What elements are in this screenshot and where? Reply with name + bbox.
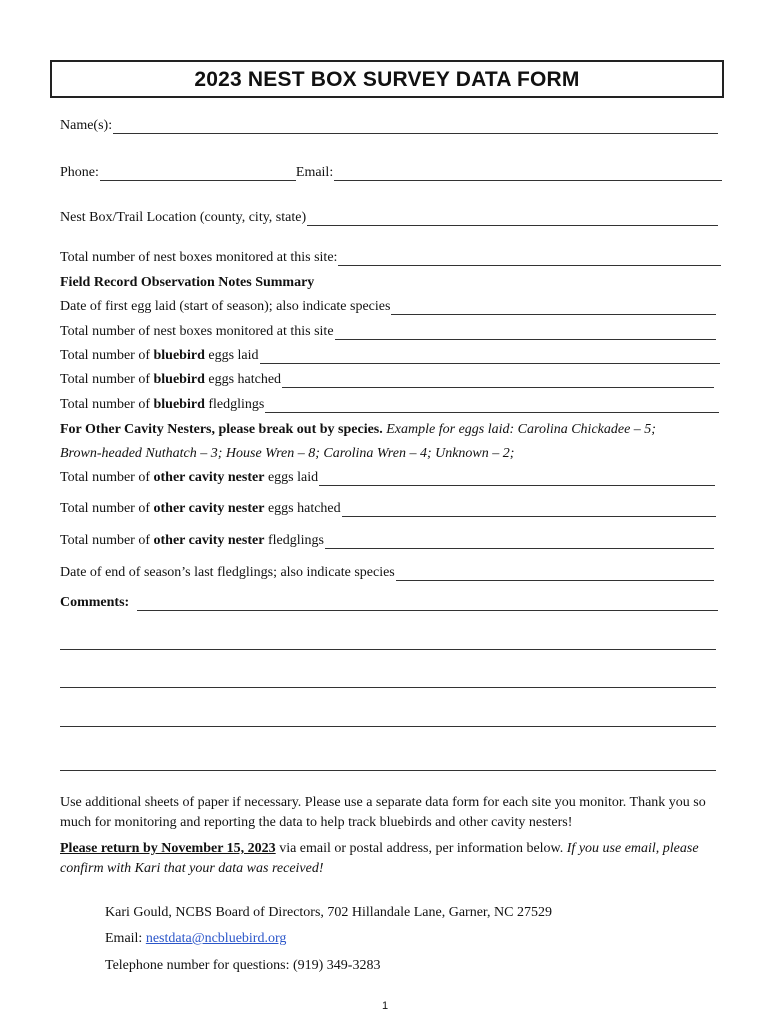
names-field-row — [60, 118, 718, 134]
names-blank[interactable] — [113, 121, 718, 134]
title-box — [50, 60, 724, 98]
comments-blank-5[interactable] — [60, 770, 716, 771]
contact-email-link[interactable]: nestdata@ncbluebird.org — [145, 931, 287, 946]
return-text: via email or postal address, per information below. — [275, 841, 567, 856]
phone-email-row — [60, 165, 722, 181]
bluebird-eggs-laid-blank[interactable] — [260, 351, 720, 364]
comments-blank-4[interactable] — [60, 726, 716, 727]
bluebird-fledglings-bird: bluebird — [153, 397, 205, 412]
bluebird-eggs-laid-bird: bluebird — [153, 348, 205, 363]
bluebird-eggs-laid-suffix: eggs laid — [208, 348, 259, 363]
first-egg-label: Date of first egg laid (start of season); also indicate species — [60, 299, 391, 314]
comments-label: Comments: — [60, 595, 130, 610]
end-of-season-label: Date of end of season’s last fledglings; also indicate species — [60, 565, 395, 580]
bluebird-eggs-hatched-blank[interactable] — [282, 375, 714, 388]
other-eggs-laid-row — [60, 470, 715, 486]
other-eggs-hatched-suffix: eggs hatched — [267, 501, 341, 516]
first-egg-row — [60, 299, 716, 315]
comments-blank-3[interactable] — [60, 687, 716, 688]
names-label: Name(s): — [60, 118, 113, 133]
bluebird-eggs-laid-prefix: Total number of — [60, 348, 150, 363]
other-nesters-example-1: Example for eggs laid: Carolina Chickadee – 5; — [386, 422, 656, 437]
bluebird-eggs-hatched-row — [60, 372, 714, 388]
email-label: Email: — [295, 165, 334, 180]
other-fledglings-suffix: fledglings — [267, 533, 324, 548]
location-label: Nest Box/Trail Location (county, city, state) — [60, 210, 307, 225]
return-italic: If you use email, please confirm with Kari that your data was received! — [60, 841, 699, 876]
other-nesters-heading-line — [60, 422, 656, 438]
end-of-season-row — [60, 565, 714, 581]
total-boxes-label: Total number of nest boxes monitored at this site — [60, 324, 334, 339]
total-boxes-site-blank[interactable] — [338, 253, 721, 266]
phone-label: Phone: — [60, 165, 99, 180]
bluebird-eggs-hatched-prefix: Total number of — [60, 372, 150, 387]
contact-email-label: Email: — [105, 931, 146, 946]
first-egg-blank[interactable] — [391, 302, 716, 315]
bluebird-eggs-laid-row — [60, 348, 720, 364]
other-fledglings-blank[interactable] — [325, 536, 714, 549]
other-eggs-laid-blank[interactable] — [319, 473, 715, 486]
other-fledglings-prefix: Total number of — [60, 533, 150, 548]
other-eggs-laid-bird: other cavity nester — [153, 470, 265, 485]
comments-blank-1[interactable] — [137, 598, 718, 611]
contact-phone: Telephone number for questions: (919) 349-3283 — [105, 958, 381, 973]
bluebird-fledglings-prefix: Total number of — [60, 397, 150, 412]
other-fledglings-bird: other cavity nester — [153, 533, 265, 548]
email-blank[interactable] — [334, 168, 722, 181]
bluebird-fledglings-blank[interactable] — [265, 400, 719, 413]
instructions-paragraph: Use additional sheets of paper if necessary. Please use a separate data form for each site you monitor. Thank you so much for monitoring and reporting the data to help track bluebirds and other cavity nesters! — [60, 795, 706, 830]
end-of-season-blank[interactable] — [396, 568, 714, 581]
page-number: 1 — [381, 1000, 389, 1012]
bluebird-eggs-hatched-bird: bluebird — [153, 372, 205, 387]
other-eggs-hatched-row — [60, 501, 716, 517]
total-boxes-blank[interactable] — [335, 327, 716, 340]
total-boxes-row — [60, 324, 716, 340]
other-eggs-hatched-prefix: Total number of — [60, 501, 150, 516]
return-paragraph — [60, 839, 720, 879]
total-boxes-site-label: Total number of nest boxes monitored at this site: — [60, 250, 338, 265]
other-nesters-heading: For Other Cavity Nesters, please break out by species. — [60, 422, 383, 437]
phone-blank[interactable] — [100, 168, 296, 181]
comments-row — [60, 595, 718, 611]
other-eggs-hatched-blank[interactable] — [342, 504, 716, 517]
location-field-row — [60, 210, 718, 226]
other-eggs-laid-suffix: eggs laid — [267, 470, 319, 485]
return-deadline: Please return by November 15, 2023 — [60, 841, 276, 856]
comments-blank-2[interactable] — [60, 649, 716, 650]
location-blank[interactable] — [307, 213, 718, 226]
contact-address: Kari Gould, NCBS Board of Directors, 702 Hillandale Lane, Garner, NC 27529 — [105, 905, 552, 920]
other-eggs-laid-prefix: Total number of — [60, 470, 150, 485]
summary-heading: Field Record Observation Notes Summary — [60, 275, 315, 290]
other-fledglings-row — [60, 533, 714, 549]
bluebird-eggs-hatched-suffix: eggs hatched — [208, 372, 282, 387]
contact-email-line — [105, 931, 286, 947]
bluebird-fledglings-suffix: fledglings — [208, 397, 265, 412]
other-nesters-example-2: Brown-headed Nuthatch – 3; House Wren – 8; Carolina Wren – 4; Unknown – 2; — [60, 446, 515, 461]
bluebird-fledglings-row — [60, 397, 719, 413]
other-eggs-hatched-bird: other cavity nester — [153, 501, 265, 516]
form-title: 2023 NEST BOX SURVEY DATA FORM — [194, 68, 580, 91]
total-boxes-site-row — [60, 250, 721, 266]
